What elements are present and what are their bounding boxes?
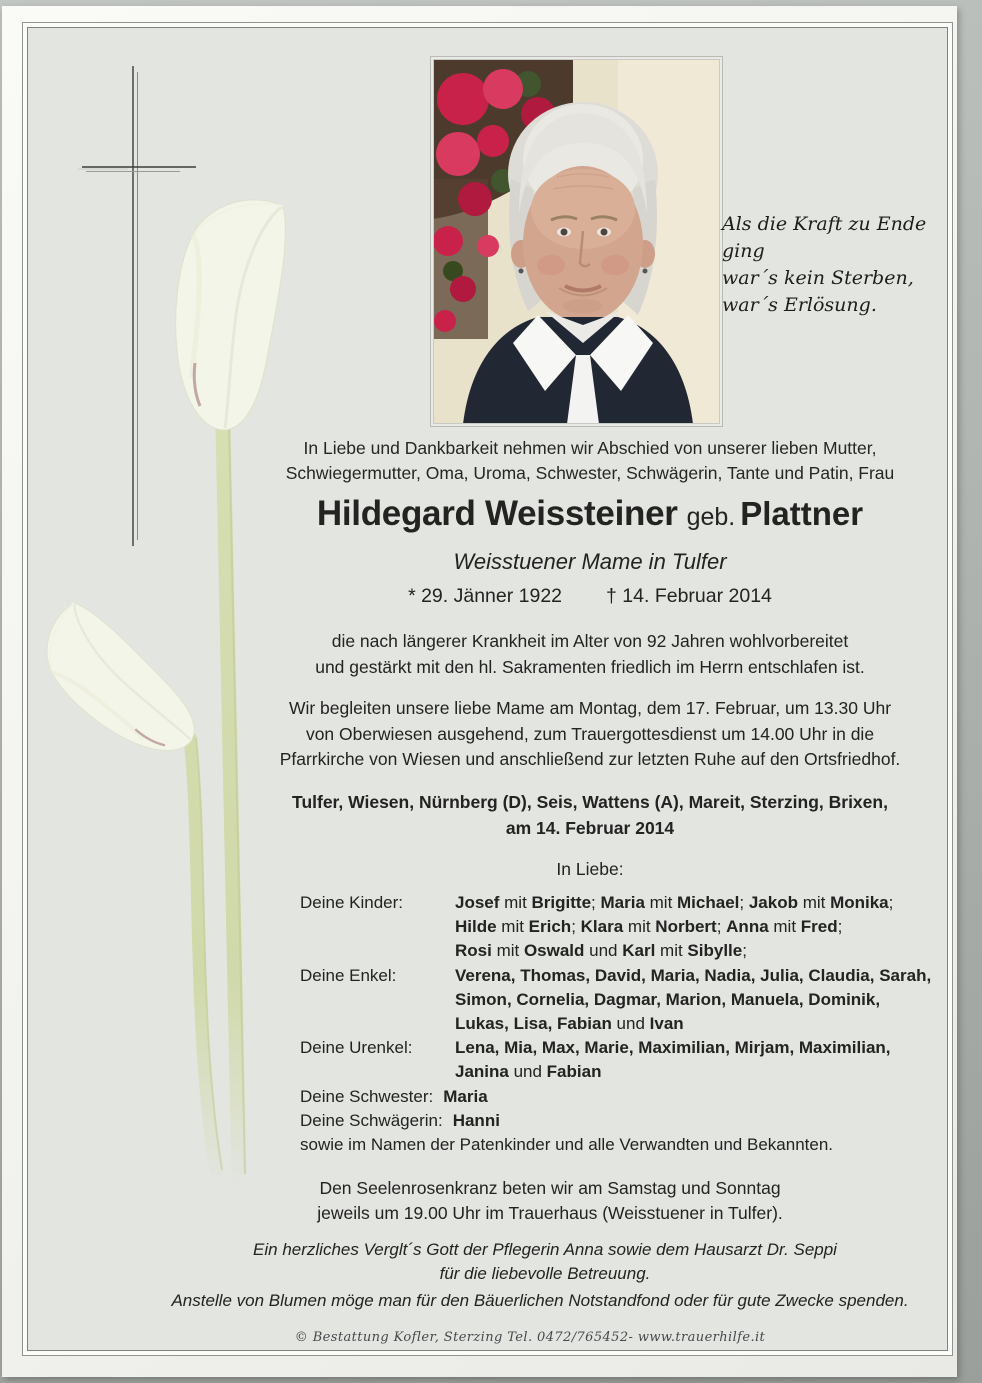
rosary-notice bbox=[200, 1176, 900, 1226]
mourning-places-line: am 14. Februar 2014 bbox=[505, 818, 675, 838]
donation-request: Anstelle von Blumen möge man für den Bäuerlichen Notstandfond oder für gute Zwecke spenden. bbox=[171, 1291, 909, 1310]
intro-line: Schwiegermutter, Oma, Uroma, Schwester, Schwägerin, Tante und Patin, Frau bbox=[285, 462, 895, 483]
family-row-great-grandchildren bbox=[300, 1036, 945, 1084]
quote-line: Als die Kraft zu Ende ging bbox=[722, 213, 927, 262]
funeral-details bbox=[240, 696, 940, 773]
family-label: Deine Schwägerin: bbox=[300, 1110, 443, 1130]
family-label: Deine Enkel: bbox=[300, 965, 397, 985]
intro-text bbox=[240, 436, 940, 485]
death-date: † 14. Februar 2014 bbox=[606, 585, 772, 607]
in-love-heading: In Liebe: bbox=[556, 859, 624, 879]
family-value-line: Lena, Mia, Max, Marie, Maximilian, Mirjam, Maximilian, bbox=[455, 1038, 891, 1058]
quote-line: war´s kein Sterben, bbox=[722, 267, 914, 289]
maiden-name: Plattner bbox=[740, 495, 864, 532]
family-value-line: Janina und Fabian bbox=[455, 1062, 602, 1082]
life-dates bbox=[240, 585, 940, 608]
family-value-line: Rosi mit Oswald und Karl mit Sibylle; bbox=[455, 941, 747, 961]
family-value-line: Josef mit Brigitte; Maria mit Michael; Jakob mit Monika; bbox=[455, 893, 894, 912]
family-row-grandchildren bbox=[300, 964, 945, 1037]
death-announcement-line: die nach längerer Krankheit im Alter von 92 Jahren wohlvorbereitet bbox=[331, 631, 849, 651]
family-value-line: Lukas, Lisa, Fabian und Ivan bbox=[455, 1014, 684, 1034]
family-row-sister-in-law bbox=[300, 1109, 945, 1133]
mourning-places-line: Tulfer, Wiesen, Nürnberg (D), Seis, Wattens (A), Mareit, Sterzing, Brixen, bbox=[292, 792, 888, 812]
family-value: Hanni bbox=[452, 1110, 500, 1130]
family-row-sister bbox=[300, 1085, 945, 1109]
death-announcement bbox=[240, 629, 940, 680]
funeral-details-line: Pfarrkirche von Wiesen und anschließend zur letzten Ruhe auf den Ortsfriedhof. bbox=[279, 749, 901, 769]
funeral-details-line: von Oberwiesen ausgehend, zum Trauergottesdienst um 14.00 Uhr in die bbox=[305, 723, 875, 744]
family-value-line: Verena, Thomas, David, Maria, Nadia, Julia, Claudia, Sarah, bbox=[455, 965, 932, 985]
family-label: Deine Schwester: bbox=[300, 1086, 434, 1106]
birth-date: * 29. Jänner 1922 bbox=[408, 585, 563, 607]
family-closing: sowie im Namen der Patenkinder und alle Verwandten und Bekannten. bbox=[300, 1135, 834, 1155]
family-value bbox=[455, 964, 945, 1037]
family-label: Deine Kinder: bbox=[300, 893, 404, 912]
family-row-children bbox=[300, 891, 945, 964]
thanks-line: Ein herzliches Verglt´s Gott der Pflegerin Anna sowie dem Hausarzt Dr. Seppi bbox=[253, 1240, 837, 1259]
funeral-details-line: Wir begleiten unsere liebe Mame am Montag, dem 17. Februar, um 13.30 Uhr bbox=[288, 698, 892, 718]
family-value-line: Simon, Cornelia, Dagmar, Marion, Manuela, Dominik, bbox=[455, 989, 881, 1009]
vulgo-name: Weisstuener Mame in Tulfer bbox=[453, 549, 727, 574]
family-section bbox=[300, 891, 945, 1157]
thanks-line: für die liebevolle Betreuung. bbox=[439, 1264, 651, 1283]
family-value bbox=[455, 891, 945, 964]
caregiver-thanks bbox=[190, 1238, 900, 1286]
family-label: Deine Urenkel: bbox=[300, 1038, 413, 1058]
rosary-line: Den Seelenrosenkranz beten wir am Samstag und Sonntag bbox=[319, 1178, 781, 1198]
deceased-name: Hildegard Weissteiner bbox=[316, 494, 678, 533]
family-value bbox=[455, 1036, 945, 1084]
family-value-line: Hilde mit Erich; Klara mit Norbert; Anna mit Fred; bbox=[455, 917, 843, 937]
funeral-home-credit: © Bestattung Kofler, Sterzing Tel. 0472/765452- www.trauerhilfe.it bbox=[294, 1330, 766, 1345]
mourning-places bbox=[240, 789, 940, 841]
family-value: Maria bbox=[443, 1086, 488, 1106]
geb-label: geb. bbox=[686, 503, 736, 531]
rosary-line: jeweils um 19.00 Uhr im Trauerhaus (Weisstuener in Tulfer). bbox=[317, 1203, 783, 1223]
calla-lilies-illustration bbox=[40, 190, 330, 1190]
death-announcement-line: und gestärkt mit den hl. Sakramenten friedlich im Herrn entschlafen ist. bbox=[315, 656, 865, 677]
memorial-quote bbox=[722, 211, 960, 319]
quote-line: war´s Erlösung. bbox=[722, 294, 877, 316]
portrait-photo bbox=[431, 57, 722, 426]
intro-line: In Liebe und Dankbarkeit nehmen wir Abschied von unserer lieben Mutter, bbox=[303, 438, 877, 458]
deceased-name-line bbox=[240, 494, 940, 534]
